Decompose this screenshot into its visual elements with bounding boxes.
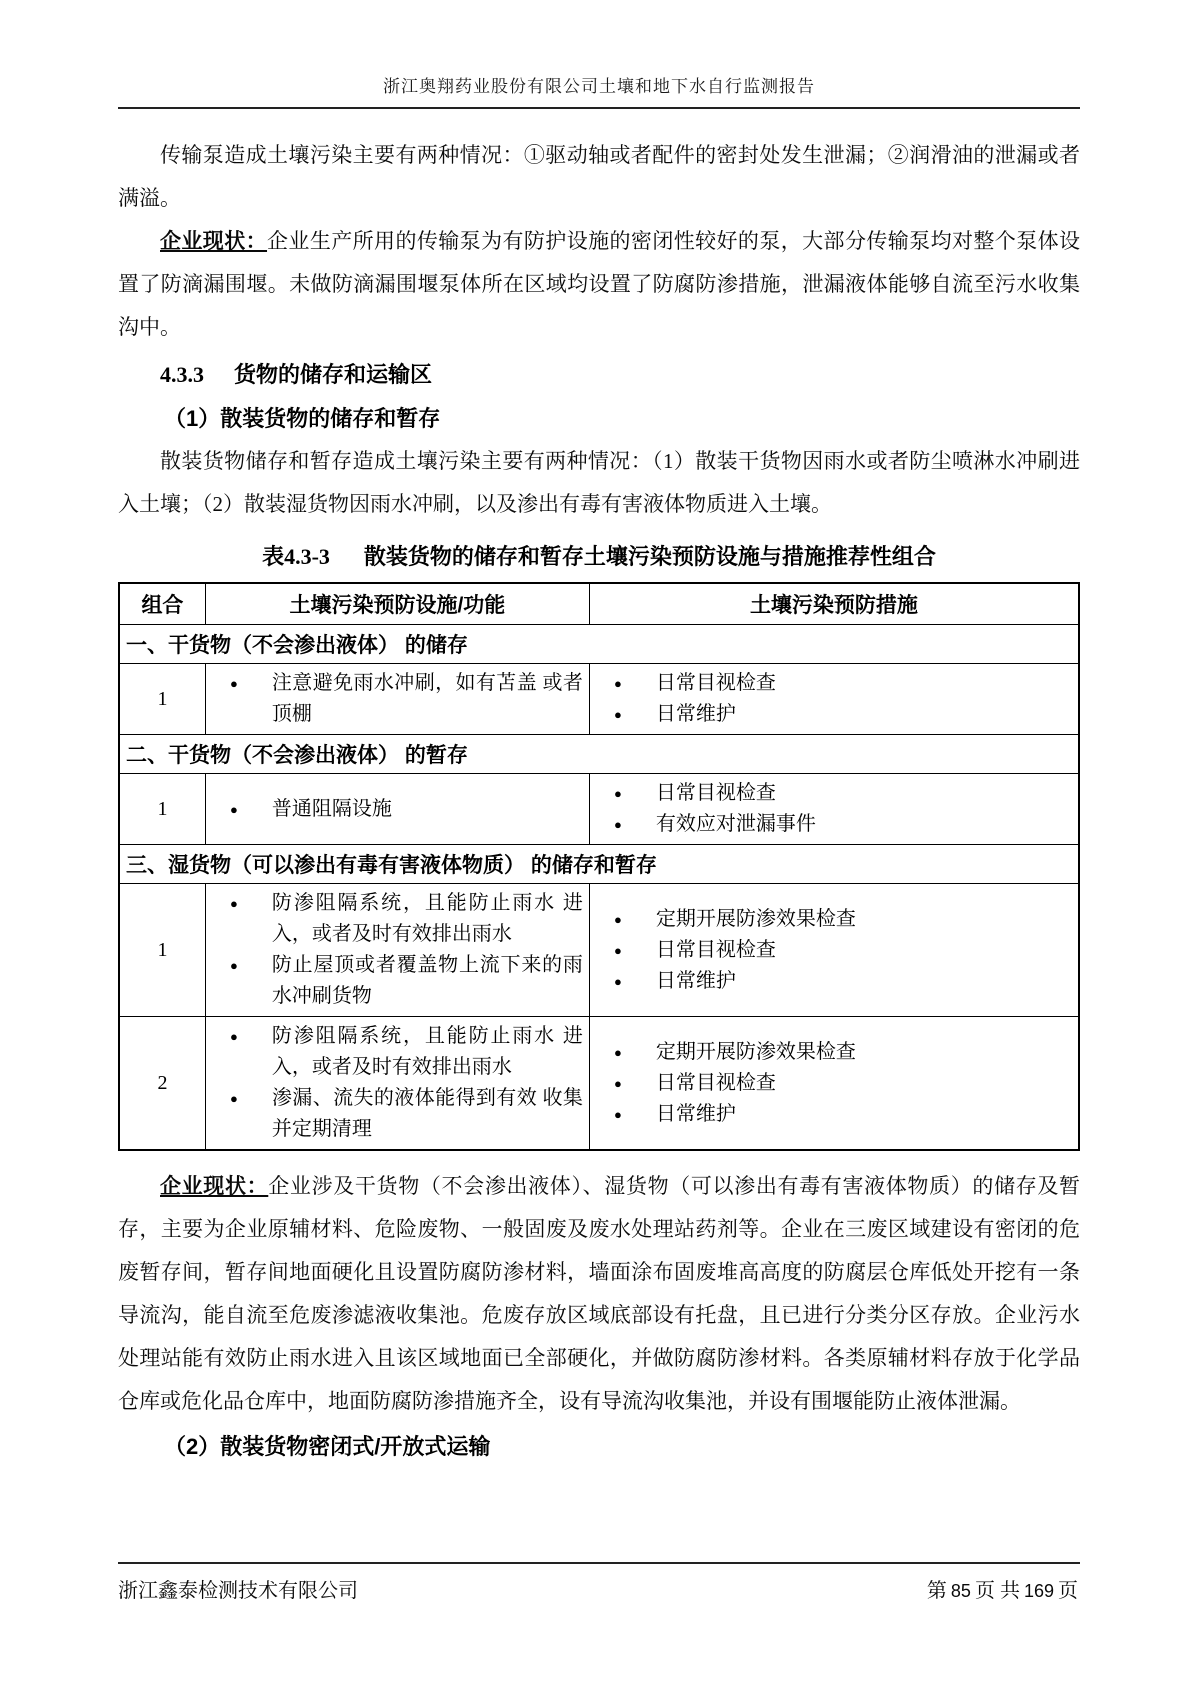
table-header-measures: 土壤污染预防措施 (589, 583, 1079, 625)
table-row (119, 884, 1079, 1017)
table-section-row (119, 845, 1079, 884)
bullet-text: 定期开展防渗效果检查 (655, 1040, 856, 1063)
paragraph-pump-pollution: 传输泵造成土壤污染主要有两种情况：①驱动轴或者配件的密封处发生泄漏；②润滑油的泄漏或者满溢。 (118, 143, 1080, 210)
heading-4-3-3 (118, 353, 1080, 397)
bullet-item (590, 699, 1072, 730)
table-row (119, 1017, 1079, 1151)
bullet-icon: ● (613, 707, 622, 722)
table-section-row (119, 735, 1079, 774)
bullet-icon: ● (613, 911, 622, 927)
table-section-row (119, 625, 1079, 664)
table-header-row (119, 583, 1079, 625)
facilities-cell (205, 774, 589, 845)
bullet-text: 注意避免雨水冲刷，如有苫盖 或者顶棚 (271, 672, 583, 725)
footer-page-suffix: 页 (1058, 1580, 1078, 1602)
bullet-icon: ● (613, 1075, 622, 1091)
table-section-title: 二、干货物（不会渗出液体） 的暂存 (119, 735, 1079, 774)
bullet-item (206, 1083, 583, 1145)
bullet-item (590, 904, 1072, 935)
page-content (118, 122, 1080, 1468)
company-status-text-2: 企业涉及干货物（不会渗出液体）、湿货物（可以渗出有毒有害液体物质）的储存及暂存，主要为企业原辅材料、危险废物、一般固废及废水处理站药剂等。企业在三废区域建设有密闭的危废暂存间，暂存间地面硬化且设置防腐防渗材料，墙面涂布固废堆高高度的防腐层仓库低处开挖有一条导流沟，能自流至危废渗滤液收集池。危废存放区域底部设有托盘，且已进行分类分区存放。企业污水处理站能有效防止雨水进入且该区域地面已全部硬化，并做防腐防渗材料。各类原辅材料存放于化学品仓库或危化品仓库中，地面防腐防渗措施齐全，设有导流沟收集池，并设有围堰能防止液体泄漏。 (118, 1174, 1081, 1413)
footer-company: 浙江鑫泰检测技术有限公司 (118, 1580, 358, 1602)
combo-cell: 2 (119, 1017, 205, 1151)
facilities-cell (205, 664, 589, 735)
company-status-label-2: 企业现状： (160, 1175, 269, 1198)
header-title: 浙江奥翔药业股份有限公司土壤和地下水自行监测报告 (383, 77, 815, 96)
facilities-cell (205, 1017, 589, 1151)
bullet-item (590, 966, 1072, 997)
bullet-text: 渗漏、流失的液体能得到有效 收集并定期清理 (271, 1087, 583, 1140)
table-header-facilities: 土壤污染预防设施/功能 (205, 583, 589, 625)
bullet-icon: ● (613, 676, 622, 691)
heading-number: 4.3.3 (160, 362, 204, 387)
bullet-icon: ● (613, 786, 622, 801)
bullet-icon: ● (229, 1029, 238, 1044)
bullet-item (206, 1021, 583, 1083)
bullet-text: 定期开展防渗效果检查 (655, 907, 856, 930)
bullet-text: 日常维护 (655, 969, 736, 992)
paragraph-company-status-2 (118, 1165, 1080, 1423)
bullet-item (206, 950, 583, 1012)
footer-page-mid: 页 共 (974, 1580, 1020, 1602)
bullet-icon: ● (613, 817, 622, 832)
bullet-icon: ● (229, 676, 238, 691)
bullet-icon: ● (613, 973, 622, 989)
prevention-table (118, 582, 1080, 1151)
measures-cell (589, 1017, 1079, 1151)
bullet-item (590, 1099, 1072, 1130)
facilities-cell (205, 884, 589, 1017)
company-status-label: 企业现状： (160, 230, 268, 253)
combo-cell: 1 (119, 774, 205, 845)
bullet-text: 日常目视检查 (655, 672, 776, 694)
bullet-text: 普通阻隔设施 (271, 797, 392, 820)
table-section-title: 三、湿货物（可以渗出有毒有害液体物质） 的储存和暂存 (119, 845, 1079, 884)
paragraph-company-status-1 (118, 220, 1080, 349)
table-section-title: 一、干货物（不会渗出液体） 的储存 (119, 625, 1079, 664)
bullet-text: 日常维护 (655, 1102, 736, 1125)
table-row (119, 664, 1079, 735)
bullet-item (590, 778, 1072, 809)
bullet-text: 有效应对泄漏事件 (655, 813, 816, 835)
bullet-text: 日常目视检查 (655, 1071, 776, 1094)
bullet-item (590, 1037, 1072, 1068)
measures-cell (589, 774, 1079, 845)
bullet-text: 日常目视检查 (655, 782, 776, 804)
table-caption (118, 540, 1080, 574)
bullet-text: 防渗阻隔系统，且能防止雨水 进入，或者及时有效排出雨水 (271, 892, 583, 945)
page-header (118, 0, 1080, 109)
bullet-icon: ● (229, 958, 238, 973)
heading-sub-2: （2）散装货物密闭式/开放式运输 (164, 1434, 491, 1459)
company-status-text-1: 企业生产所用的传输泵为有防护设施的密闭性较好的泵，大部分传输泵均对整个泵体设置了防滴漏围堰。未做防滴漏围堰泵体所在区域均设置了防腐防渗措施，泄漏液体能够自流至污水收集沟中。 (118, 229, 1081, 339)
bullet-item (206, 888, 583, 950)
combo-cell: 1 (119, 664, 205, 735)
bullet-item (590, 935, 1072, 966)
footer-page-indicator (925, 1574, 1080, 1603)
paragraph-bulk-cargo: 散装货物储存和暂存造成土壤污染主要有两种情况：（1）散装干货物因雨水或者防尘喷淋水冲刷进入土壤；（2）散装湿货物因雨水冲刷，以及渗出有毒有害液体物质进入土壤。 (118, 449, 1080, 516)
bullet-text: 日常目视检查 (655, 938, 776, 961)
footer-total-pages: 169 (1023, 1581, 1054, 1601)
measures-cell (589, 664, 1079, 735)
bullet-item (590, 809, 1072, 840)
prevention-table-body (119, 625, 1079, 1151)
measures-cell (589, 884, 1079, 1017)
bullet-icon: ● (613, 1106, 622, 1122)
table-header-combo: 组合 (119, 583, 205, 625)
footer-page-prefix: 第 (926, 1580, 947, 1602)
bullet-icon: ● (229, 1091, 238, 1106)
footer-page-number: 85 (950, 1581, 971, 1601)
bullet-text: 防止屋顶或者覆盖物上流下来的雨水冲刷货物 (271, 954, 583, 1007)
bullet-item (590, 1068, 1072, 1099)
bullet-icon: ● (229, 896, 238, 911)
bullet-item (206, 668, 583, 730)
bullet-text: 防渗阻隔系统，且能防止雨水 进入，或者及时有效排出雨水 (271, 1025, 583, 1078)
bullet-icon: ● (613, 942, 622, 958)
bullet-icon: ● (613, 1044, 622, 1060)
heading-sub-1: （1）散装货物的储存和暂存 (164, 406, 441, 431)
bullet-item (206, 794, 583, 825)
table-caption-text: 散装货物的储存和暂存土壤污染预防设施与措施推荐性组合 (363, 544, 936, 569)
table-caption-number: 表4.3-3 (262, 544, 330, 569)
heading-text: 货物的储存和运输区 (234, 362, 433, 387)
bullet-text: 日常维护 (655, 703, 736, 725)
combo-cell: 1 (119, 884, 205, 1017)
page-footer (118, 1562, 1080, 1603)
bullet-item (590, 668, 1072, 699)
header-rule (118, 107, 1080, 109)
bullet-icon: ● (229, 801, 238, 817)
table-row (119, 774, 1079, 845)
